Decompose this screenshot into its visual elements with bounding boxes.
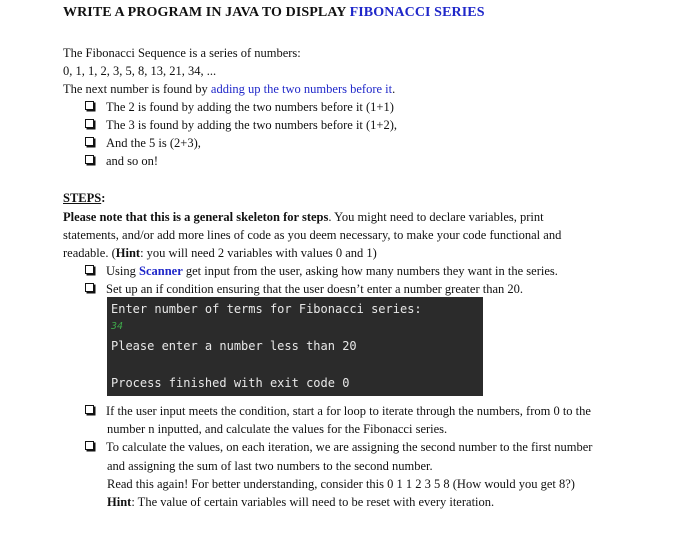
example-bullet-text: The 3 is found by adding the two numbers before it (1+2),	[106, 118, 398, 132]
intro-rule-link[interactable]: adding up the two numbers before it	[210, 82, 393, 96]
steps-note-rest: . You might need to declare variables, print	[328, 210, 544, 224]
example-bullet	[85, 153, 158, 169]
checkbox-bullet-icon	[85, 405, 94, 414]
console-user-input: 34	[111, 321, 124, 332]
example-bullet	[85, 99, 394, 115]
steps-note-line-1	[63, 209, 544, 225]
step-bullet-scanner	[85, 263, 558, 279]
checkbox-bullet-icon	[85, 441, 94, 450]
example-bullet	[85, 135, 201, 151]
checkbox-bullet-icon	[85, 265, 94, 274]
step-bullet-calculate	[85, 439, 592, 455]
step-bullet-2-text: Set up an if condition ensuring that the user doesn’t enter a number greater than 20.	[106, 282, 524, 296]
step-bullet-4-line-2: and assigning the sum of last two numbers to the second number.	[107, 459, 433, 473]
step-bullet-4-line-1: To calculate the values, on each iteration, we are assigning the second number to the first number	[106, 440, 593, 454]
scanner-link[interactable]: Scanner	[139, 264, 183, 278]
intro-sequence: 0, 1, 1, 2, 3, 5, 8, 13, 21, 34, ...	[63, 64, 217, 78]
intro-line-1: The Fibonacci Sequence is a series of numbers:	[63, 46, 301, 60]
title-prefix: WRITE A PROGRAM IN JAVA TO DISPLAY	[63, 5, 350, 20]
example-bullet-text: The 2 is found by adding the two numbers before it (1+1)	[106, 100, 394, 114]
step-bullet-4-line-4	[107, 493, 494, 511]
step-bullet-4-hint-label: Hint	[107, 495, 132, 509]
checkbox-bullet-icon	[85, 283, 94, 292]
checkbox-bullet-icon	[85, 119, 94, 128]
step-bullet-1-suffix: get input from the user, asking how many numbers they want in the series.	[182, 264, 558, 278]
page-title	[63, 5, 485, 21]
steps-heading	[63, 190, 105, 206]
checkbox-bullet-icon	[85, 137, 94, 146]
step-bullet-for-loop	[85, 403, 591, 419]
step-bullet-3-line-1: If the user input meets the condition, start a for loop to iterate through the numbers, from 0 to the	[106, 404, 591, 418]
console-exit-line: Process finished with exit code 0	[111, 376, 350, 390]
steps-note-bold: Please note that this is a general skeleton for steps	[63, 210, 329, 224]
intro-line-3-suffix: .	[392, 82, 396, 96]
console-output-panel	[107, 297, 483, 396]
console-prompt-line: Enter number of terms for Fibonacci series:	[111, 302, 422, 316]
step-bullet-3-line-2: number n inputted, and calculate the values for the Fibonacci series.	[107, 422, 448, 436]
step-bullet-4-line-3: Read this again! For better understanding, consider this 0 1 1 2 3 5 8 (How would you get 8?)	[107, 477, 575, 491]
steps-note-line-3	[63, 245, 377, 261]
example-bullet-text: and so on!	[106, 154, 159, 168]
intro-line-3	[63, 81, 395, 97]
step-bullet-if-condition	[85, 281, 523, 297]
intro-line-3-prefix: The next number is found by	[63, 82, 211, 96]
step-bullet-4-hint-text: : The value of certain variables will need to be reset with every iteration.	[131, 495, 495, 509]
steps-note-line-3-suffix: : you will need 2 variables with values 0 and 1)	[140, 246, 377, 260]
steps-note-line-2: statements, and/or add more lines of code as you deem necessary, to make your code functional and	[63, 228, 562, 242]
steps-note-hint-label: Hint	[115, 246, 141, 260]
steps-heading-colon: :	[101, 191, 106, 205]
checkbox-bullet-icon	[85, 101, 94, 110]
step-bullet-1-prefix: Using	[106, 264, 139, 278]
example-bullet	[85, 117, 397, 133]
steps-heading-text: STEPS	[63, 191, 102, 205]
checkbox-bullet-icon	[85, 155, 94, 164]
console-error-line: Please enter a number less than 20	[111, 339, 357, 353]
example-bullet-text: And the 5 is (2+3),	[106, 136, 201, 150]
title-highlight: FIBONACCI SERIES	[349, 5, 485, 20]
steps-note-line-3-prefix: readable. (	[63, 246, 116, 260]
